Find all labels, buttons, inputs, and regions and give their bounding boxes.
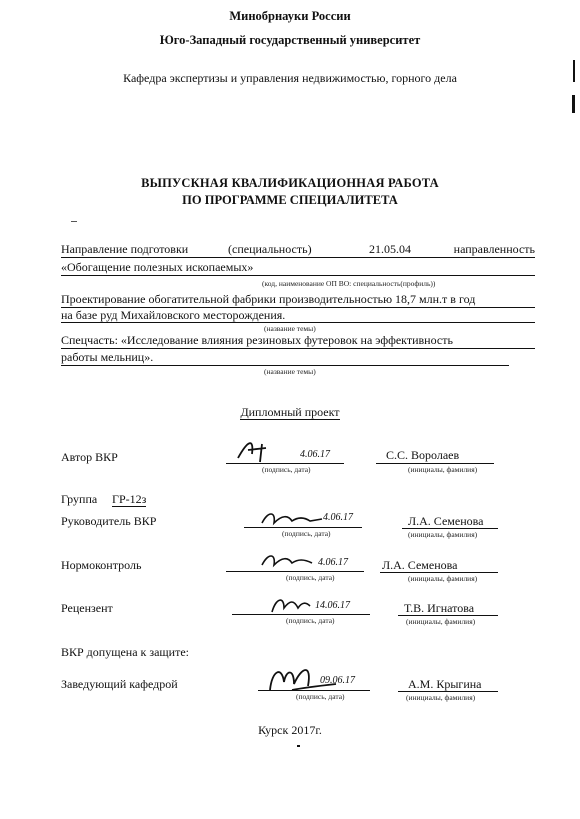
special-part-line-1: Спецчасть: «Исследование влияния резиновых футеровок на эффективность — [61, 333, 453, 347]
reviewer-name: Т.В. Игнатова — [404, 601, 475, 615]
scan-mark — [71, 221, 77, 222]
group-label: Группа — [61, 492, 98, 506]
author-sign-caption: (подпись, дата) — [262, 465, 311, 474]
direction-profile: «Обогащение полезных ископаемых» — [61, 260, 254, 274]
special-part-line-2: работы мельниц». — [61, 350, 154, 364]
normcontrol-name-caption: (инициалы, фамилия) — [408, 574, 478, 583]
underline — [61, 322, 535, 323]
reviewer-sign-date: 14.06.17 — [315, 600, 350, 611]
head-sign-date: 09.06.17 — [320, 675, 355, 686]
direction-label: Направление подготовки — [61, 242, 189, 256]
department-name: Кафедра экспертизы и управления недвижимостью, горного дела — [123, 71, 457, 85]
head-name-caption: (инициалы, фамилия) — [406, 693, 476, 702]
reviewer-name-caption: (инициалы, фамилия) — [406, 617, 476, 626]
direction-caption: (код, наименование ОП ВО: специальность(профиль)) — [262, 279, 436, 288]
normcontrol-sign-date: 4.06.17 — [318, 557, 348, 568]
underline — [226, 463, 344, 464]
author-label: Автор ВКР — [61, 450, 118, 464]
group-value: ГР-12з — [112, 492, 147, 506]
supervisor-sign-caption: (подпись, дата) — [282, 529, 331, 538]
author-name: С.С. Воролаев — [386, 448, 460, 462]
document-title: ВЫПУСКНАЯ КВАЛИФИКАЦИОННАЯ РАБОТА — [141, 176, 439, 190]
document-type: Дипломный проект — [240, 405, 340, 419]
topic-caption: (название темы) — [264, 324, 316, 333]
underline — [244, 527, 362, 528]
topic-line-2: на базе руд Михайловского месторождения. — [61, 308, 286, 322]
underline — [398, 691, 498, 692]
supervisor-label: Руководитель ВКР — [61, 514, 157, 528]
underline — [61, 275, 535, 276]
reviewer-sign-caption: (подпись, дата) — [286, 616, 335, 625]
direction-line-1 — [61, 242, 535, 257]
normcontrol-sign-caption: (подпись, дата) — [286, 573, 335, 582]
footer-city-year: Курск 2017г. — [258, 723, 322, 737]
underline — [402, 528, 498, 529]
direction-focus-label: направленность — [453, 242, 535, 256]
underline — [398, 615, 498, 616]
author-name-caption: (инициалы, фамилия) — [408, 465, 478, 474]
direction-specialty: (специальность) — [228, 242, 312, 256]
scan-mark — [572, 95, 575, 113]
normcontrol-name: Л.А. Семенова — [382, 558, 458, 572]
underline — [61, 365, 509, 366]
head-sign-caption: (подпись, дата) — [296, 692, 345, 701]
university-name: Юго-Западный государственный университет — [159, 33, 421, 47]
underline — [61, 257, 535, 258]
head-name: А.М. Крыгина — [408, 677, 482, 691]
scan-mark — [297, 745, 300, 747]
underline — [376, 463, 494, 464]
head-label: Заведующий кафедрой — [61, 677, 178, 691]
scan-mark — [573, 60, 575, 82]
underline — [232, 614, 370, 615]
reviewer-label: Рецензент — [61, 601, 113, 615]
topic-line-1: Проектирование обогатительной фабрики производительностью 18,7 млн.т в год — [61, 292, 476, 306]
supervisor-name-caption: (инициалы, фамилия) — [408, 530, 478, 539]
underline — [226, 571, 364, 572]
author-sign-date: 4.06.17 — [300, 449, 330, 460]
document-subtitle: ПО ПРОГРАММЕ СПЕЦИАЛИТЕТА — [182, 193, 398, 207]
underline — [258, 690, 370, 691]
direction-code: 21.05.04 — [369, 242, 411, 256]
special-part-caption: (название темы) — [264, 367, 316, 376]
underline — [380, 572, 498, 573]
supervisor-sign-date: 4.06.17 — [323, 512, 353, 523]
supervisor-name: Л.А. Семенова — [408, 514, 484, 528]
ministry-name: Минобрнауки России — [229, 9, 351, 23]
admission-label: ВКР допущена к защите: — [61, 645, 189, 659]
underline — [61, 348, 535, 349]
normcontrol-label: Нормоконтроль — [61, 558, 142, 572]
